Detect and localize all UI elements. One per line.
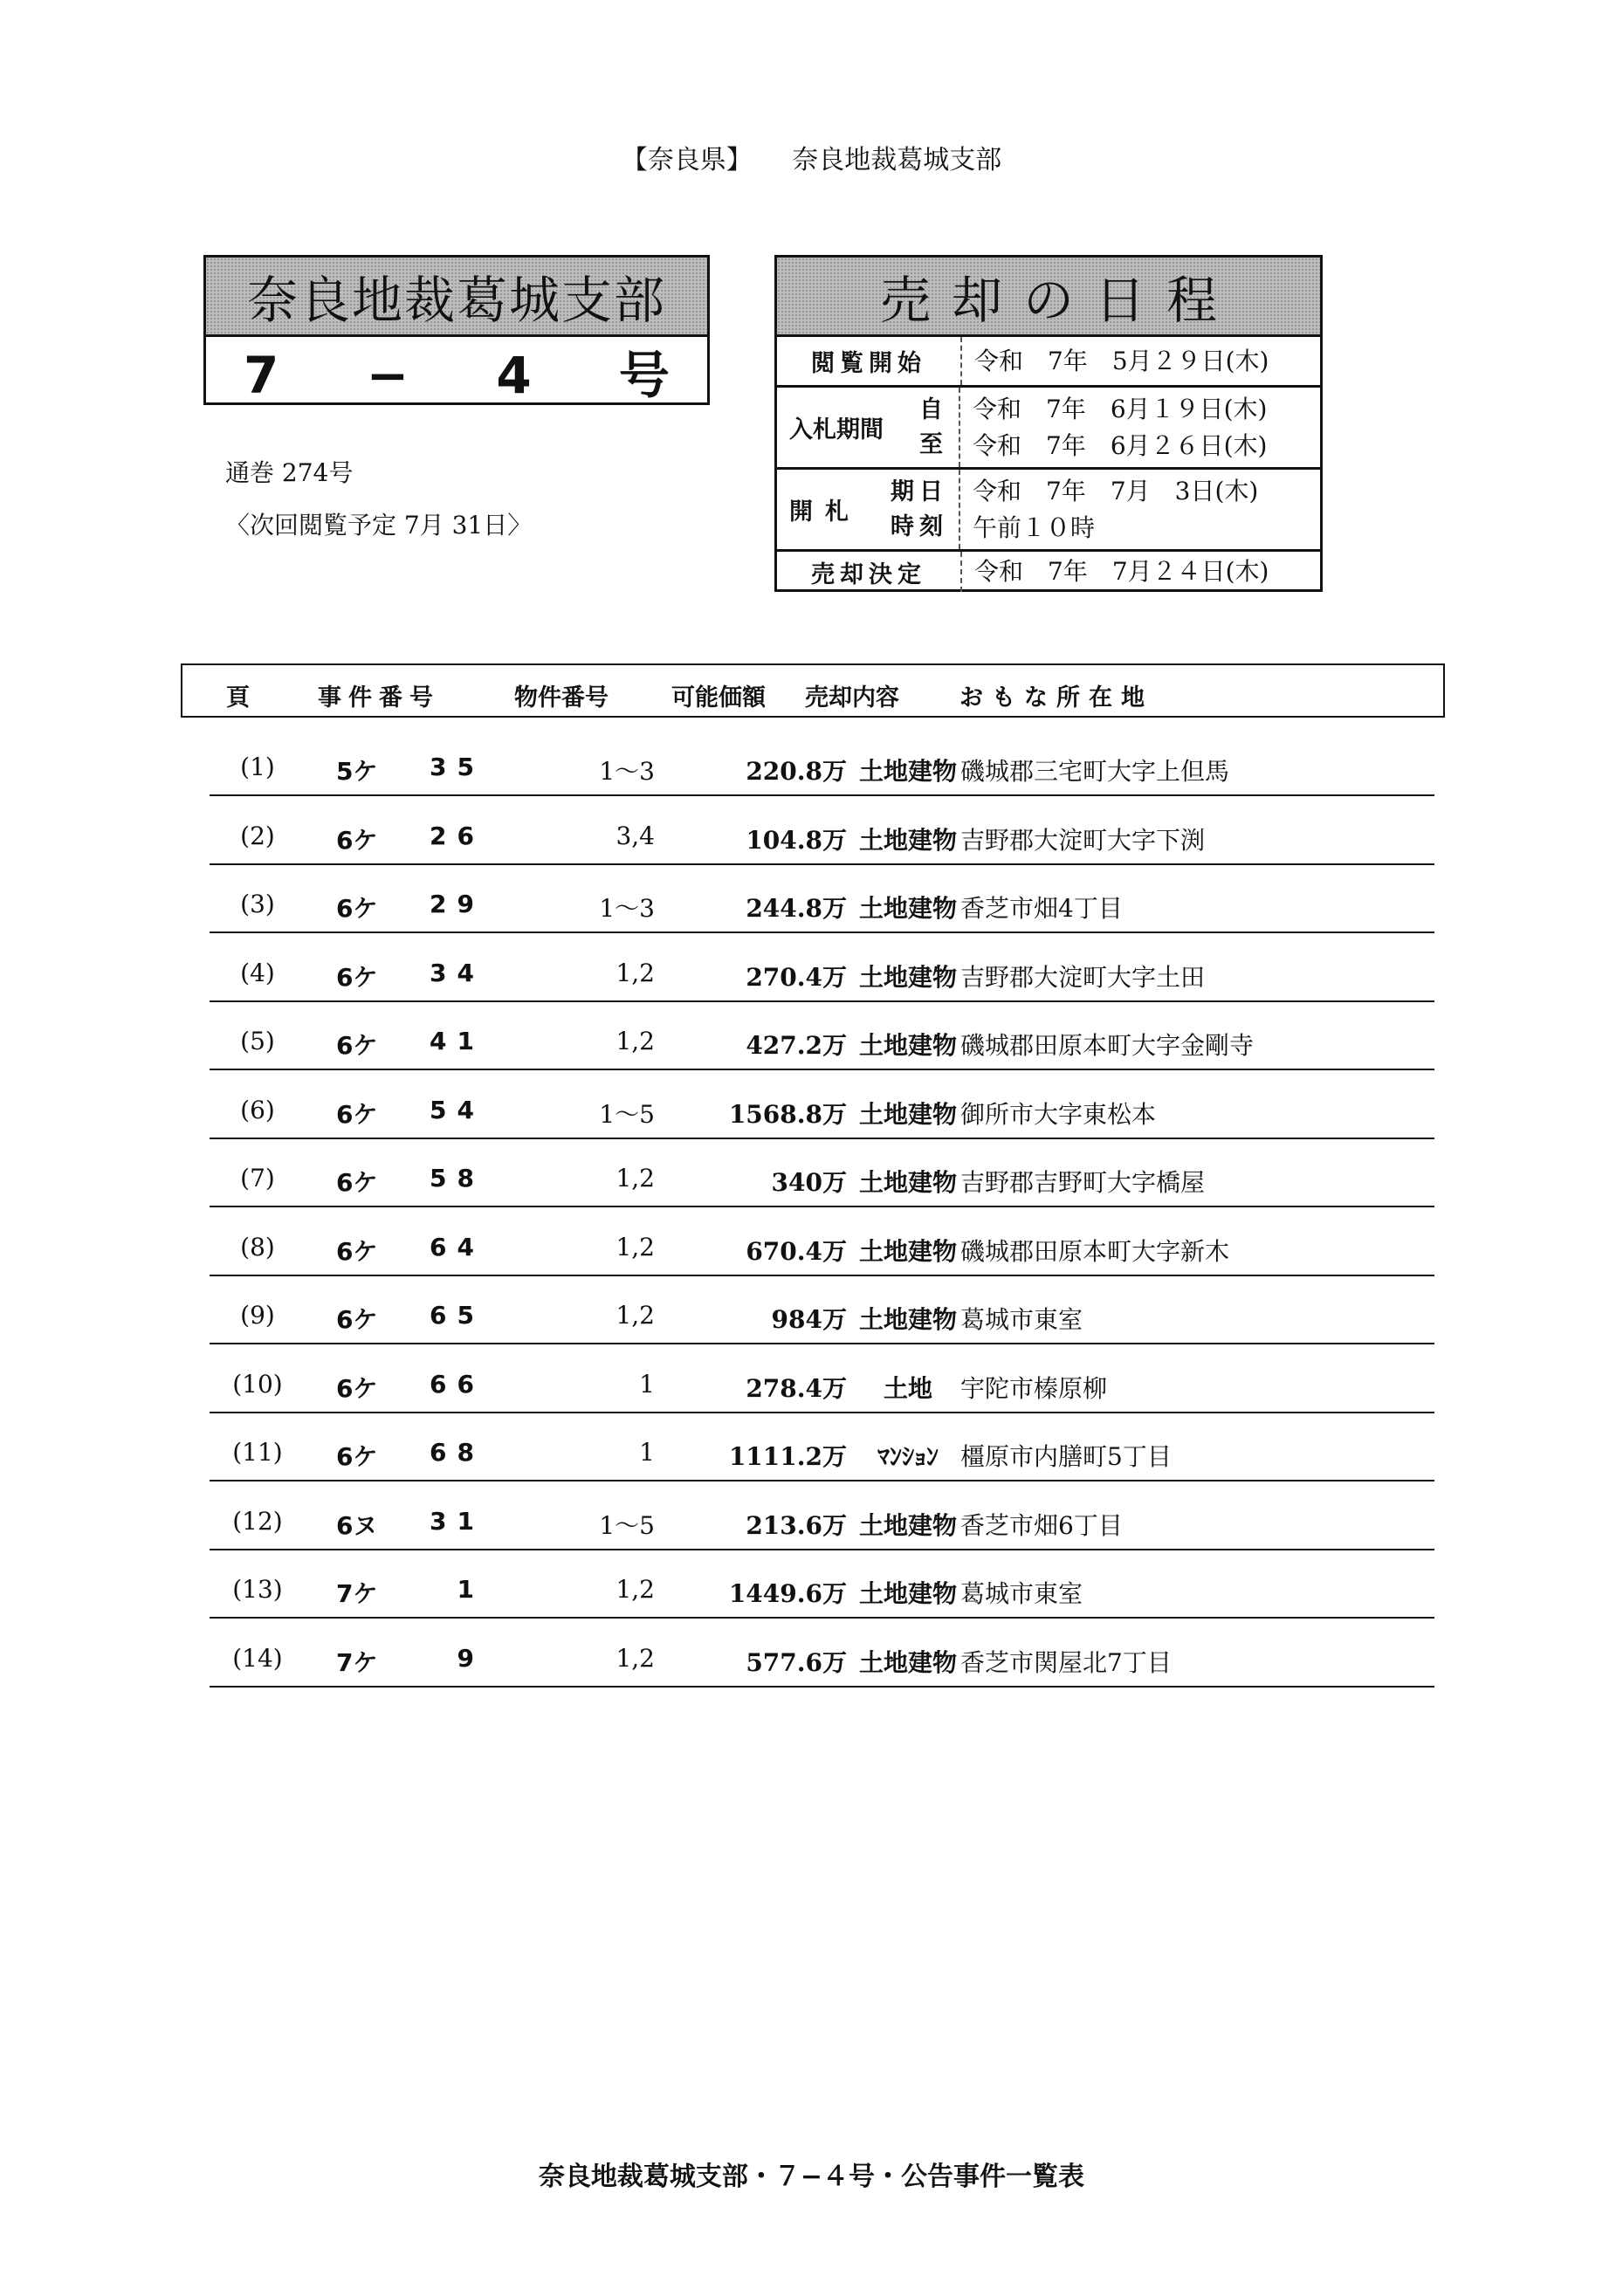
row-case-kind: 7ケ xyxy=(336,1579,378,1608)
table-row xyxy=(210,1619,1434,1688)
row-price: 577.6万 xyxy=(746,1647,847,1677)
row-price: 270.4万 xyxy=(746,962,847,992)
bid-from-label: 自 xyxy=(919,395,948,423)
opening-time-value: 午前１０時 xyxy=(973,512,1096,542)
row-case-number: 9 xyxy=(457,1643,485,1673)
row-case-number: 65 xyxy=(430,1301,485,1330)
schedule-title: 売却の日程 xyxy=(777,258,1320,337)
row-case-kind: 6ケ xyxy=(336,1168,378,1197)
next-view-date: 〈次回閲覧予定 7月 31日〉 xyxy=(225,511,533,540)
row-sale-type: 土地建物 xyxy=(858,1168,957,1197)
prefecture-label: 【奈良県】 xyxy=(621,145,753,175)
row-page: (11) xyxy=(232,1438,283,1467)
row-sale-type: 土地建物 xyxy=(858,1236,957,1266)
row-property-number: 1,2 xyxy=(616,1575,655,1604)
opening-label: 開札 xyxy=(789,498,861,526)
row-address: 磯城郡田原本町大字金剛寺 xyxy=(960,1031,1255,1060)
row-property-number: 1〜3 xyxy=(599,894,655,923)
row-price: 1449.6万 xyxy=(728,1579,847,1608)
header-price: 可能価額 xyxy=(671,684,766,711)
bid-period-label-cell xyxy=(777,388,960,467)
row-case-number: 34 xyxy=(430,958,485,987)
table-row xyxy=(210,1071,1434,1139)
row-sale-type: 土地建物 xyxy=(858,1305,957,1334)
row-case-number: 35 xyxy=(430,753,485,781)
row-case-number: 54 xyxy=(430,1095,485,1124)
table-row xyxy=(210,1139,1434,1207)
row-property-number: 1,2 xyxy=(616,1027,655,1055)
row-page: (14) xyxy=(232,1643,283,1673)
issue-number: 7 − 4 号 xyxy=(244,346,705,405)
row-price: 1568.8万 xyxy=(728,1099,847,1129)
page-header xyxy=(0,138,1623,176)
row-case-number: 29 xyxy=(430,890,485,918)
sale-decision-label: 売却決定 xyxy=(777,552,962,592)
row-price: 104.8万 xyxy=(746,825,847,855)
row-price: 670.4万 xyxy=(746,1236,847,1266)
row-case-number: 68 xyxy=(430,1438,485,1467)
table-row xyxy=(210,865,1434,933)
row-property-number: 1 xyxy=(639,1369,655,1399)
row-case-kind: 6ケ xyxy=(336,894,378,923)
row-property-number: 1,2 xyxy=(616,1643,655,1673)
row-property-number: 1〜5 xyxy=(599,1510,655,1540)
row-case-kind: 6ケ xyxy=(336,1031,378,1060)
row-sale-type: 土地建物 xyxy=(858,1510,957,1540)
row-price: 984万 xyxy=(771,1305,847,1334)
row-property-number: 1〜3 xyxy=(599,757,655,786)
branch-label: 奈良地裁葛城支部 xyxy=(792,145,1002,175)
view-start-value: 令和 7年 5月２９日(木) xyxy=(974,346,1269,375)
row-price: 220.8万 xyxy=(746,757,847,786)
row-page: (5) xyxy=(240,1027,275,1055)
schedule-row-decision xyxy=(777,552,1320,592)
row-address: 御所市大字東松本 xyxy=(960,1099,1157,1129)
row-case-kind: 6ケ xyxy=(336,1442,378,1471)
header-case-no: 事件番号 xyxy=(318,684,440,711)
page-footer: 奈良地裁葛城支部・７−４号・公告事件一覧表 xyxy=(538,2162,1085,2192)
row-address: 葛城市東室 xyxy=(960,1305,1083,1334)
table-row xyxy=(210,1413,1434,1481)
row-price: 340万 xyxy=(771,1168,847,1197)
row-sale-type: 土地建物 xyxy=(858,1031,957,1060)
row-case-kind: 6ケ xyxy=(336,1236,378,1266)
row-price: 213.6万 xyxy=(746,1510,847,1540)
row-case-kind: 6ケ xyxy=(336,1373,378,1403)
table-header xyxy=(181,663,1445,718)
row-page: (9) xyxy=(240,1301,275,1330)
row-page: (10) xyxy=(232,1369,283,1399)
row-case-number: 26 xyxy=(430,821,485,850)
row-sale-type: 土地建物 xyxy=(858,1099,957,1129)
row-case-kind: 6ケ xyxy=(336,1099,378,1129)
row-address: 磯城郡三宅町大字上但馬 xyxy=(960,757,1230,786)
sale-schedule-box xyxy=(774,255,1323,592)
opening-date-label: 期日 xyxy=(891,478,948,505)
row-address: 宇陀市榛原柳 xyxy=(960,1373,1108,1403)
row-case-number: 1 xyxy=(457,1575,485,1604)
row-page: (8) xyxy=(240,1232,275,1261)
row-address: 磯城郡田原本町大字新木 xyxy=(960,1236,1230,1266)
row-sale-type: 土地建物 xyxy=(858,962,957,992)
table-row xyxy=(210,934,1434,1002)
header-address: おもな所在地 xyxy=(959,684,1153,711)
row-property-number: 1,2 xyxy=(616,1232,655,1261)
row-property-number: 1 xyxy=(639,1438,655,1467)
schedule-row-view xyxy=(777,337,1320,388)
schedule-row-bid xyxy=(777,388,1320,470)
row-sale-type: 土地建物 xyxy=(858,1579,957,1608)
opening-date-value: 令和 7年 7月 3日(木) xyxy=(973,476,1259,505)
row-price: 244.8万 xyxy=(746,894,847,923)
row-case-number: 64 xyxy=(430,1232,485,1261)
row-page: (6) xyxy=(240,1095,275,1124)
row-case-kind: 7ケ xyxy=(336,1647,378,1677)
opening-label-cell xyxy=(777,470,960,549)
row-sale-type: 土地建物 xyxy=(858,757,957,786)
row-price: 1111.2万 xyxy=(728,1442,847,1471)
header-page: 頁 xyxy=(226,684,250,711)
table-row xyxy=(210,1276,1434,1344)
row-property-number: 3,4 xyxy=(616,821,655,850)
table-row xyxy=(210,1002,1434,1070)
row-property-number: 1,2 xyxy=(616,1301,655,1330)
bid-period-label: 入札期間 xyxy=(789,416,884,443)
table-row xyxy=(210,1208,1434,1276)
issue-title-box xyxy=(203,255,710,405)
schedule-row-opening xyxy=(777,470,1320,552)
row-case-number: 31 xyxy=(430,1506,485,1536)
row-address: 葛城市東室 xyxy=(960,1579,1083,1608)
table-row xyxy=(210,728,1434,796)
table-row xyxy=(210,797,1434,865)
row-address: 吉野郡吉野町大字橋屋 xyxy=(960,1168,1206,1197)
row-sale-type: 土地建物 xyxy=(858,825,957,855)
row-property-number: 1〜5 xyxy=(599,1099,655,1129)
row-sale-type: 土地建物 xyxy=(858,1647,957,1677)
row-price: 427.2万 xyxy=(746,1031,847,1060)
sale-decision-value: 令和 7年 7月２４日(木) xyxy=(974,557,1269,586)
table-row xyxy=(210,1345,1434,1413)
row-page: (7) xyxy=(240,1164,275,1193)
header-sale-type: 売却内容 xyxy=(805,684,899,711)
row-property-number: 1,2 xyxy=(616,1164,655,1193)
opening-time-label: 時刻 xyxy=(891,512,948,540)
bid-from-value: 令和 7年 6月１９日(木) xyxy=(973,394,1268,423)
row-address: 吉野郡大淀町大字土田 xyxy=(960,962,1206,992)
bid-to-label: 至 xyxy=(919,430,948,458)
row-address: 吉野郡大淀町大字下渕 xyxy=(960,825,1206,855)
row-case-kind: 6ヌ xyxy=(336,1510,378,1540)
row-case-kind: 6ケ xyxy=(336,825,378,855)
table-row xyxy=(210,1482,1434,1550)
row-property-number: 1,2 xyxy=(616,958,655,987)
row-case-number: 58 xyxy=(430,1164,485,1193)
row-price: 278.4万 xyxy=(746,1373,847,1403)
row-address: 橿原市内膳町5丁目 xyxy=(960,1442,1172,1471)
row-page: (1) xyxy=(240,753,275,781)
row-sale-type: 土地建物 xyxy=(858,894,957,923)
row-case-kind: 5ケ xyxy=(336,757,378,786)
bid-to-value: 令和 7年 6月２６日(木) xyxy=(973,430,1268,460)
court-name: 奈良地裁葛城支部 xyxy=(206,258,707,337)
row-page: (12) xyxy=(232,1506,283,1536)
row-address: 香芝市関屋北7丁目 xyxy=(960,1647,1172,1677)
table-row xyxy=(210,1550,1434,1619)
row-page: (4) xyxy=(240,958,275,987)
row-case-kind: 6ケ xyxy=(336,1305,378,1334)
row-case-number: 66 xyxy=(430,1369,485,1399)
row-address: 香芝市畑4丁目 xyxy=(960,894,1123,923)
row-case-kind: 6ケ xyxy=(336,962,378,992)
row-address: 香芝市畑6丁目 xyxy=(960,1510,1123,1540)
header-property-no: 物件番号 xyxy=(514,684,609,711)
row-case-number: 41 xyxy=(430,1027,485,1055)
row-page: (2) xyxy=(240,821,275,850)
row-sale-type: 土地 xyxy=(883,1373,932,1403)
volume-number: 通巻 274号 xyxy=(225,458,354,487)
row-page: (13) xyxy=(232,1575,283,1604)
view-start-label: 閲覧開始 xyxy=(777,337,962,385)
row-page: (3) xyxy=(240,890,275,918)
row-sale-type: ﾏﾝｼｮﾝ xyxy=(877,1442,939,1471)
